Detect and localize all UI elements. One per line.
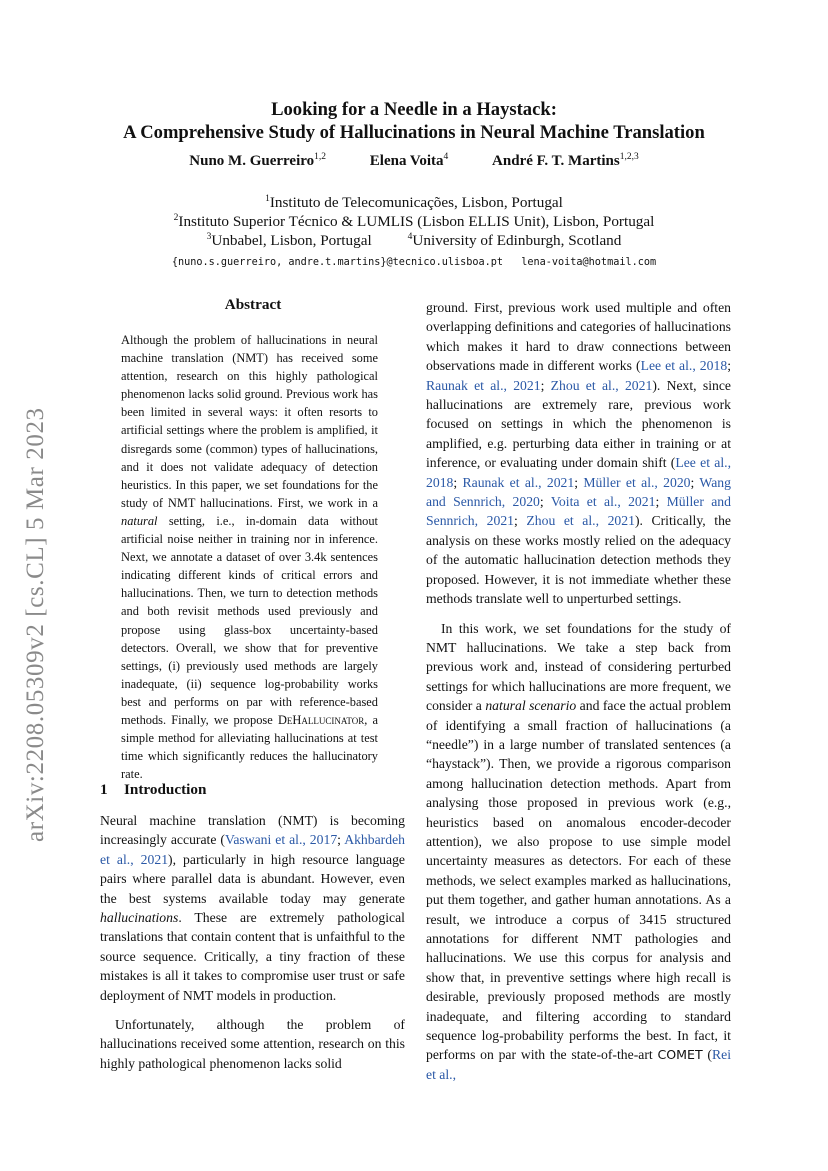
intro-paragraph-2: Unfortunately, although the problem of hallucinations received some attention, research on this highly pathological phenomenon lacks solid [100, 1017, 405, 1071]
author-3 [492, 153, 639, 170]
citation-link[interactable]: Lee et al., 2018 [640, 358, 728, 374]
body-text: ; [514, 513, 527, 529]
affiliation-mark: 2 [173, 213, 179, 223]
affiliation-text: Instituto Superior Técnico & LUMLIS (Lisbon ELLIS Unit), Lisbon, Portugal [178, 213, 655, 230]
section-title: Introduction [124, 781, 207, 798]
body-text: . These are extremely pathological translations that contain content that is unfaithful to the source sequence. Critically, a tiny fraction of these mistakes is all it takes to compromise user trust or safe deployment of NMT models in production. [100, 910, 405, 1003]
body-text: Neural machine translation (NMT) is becoming increasingly accurate ( [100, 813, 405, 848]
paper-title-line-1: Looking for a Needle in a Haystack: [271, 99, 557, 120]
author-affiliation-mark: 1,2 [314, 152, 327, 162]
affiliation-text: Unbabel, Lisbon, Portugal [211, 232, 372, 249]
section-heading-introduction [100, 781, 406, 799]
affiliation-text: University of Edinburgh, Scotland [412, 232, 622, 249]
body-text: ; [727, 358, 731, 374]
affiliation-text: Instituto de Telecomunicações, Lisbon, Portugal [269, 194, 563, 211]
email-secondary[interactable]: lena-voita@hotmail.com [521, 257, 657, 268]
author-2 [370, 153, 449, 170]
body-text: ( [702, 1047, 712, 1063]
abstract-heading: Abstract [224, 296, 282, 313]
author-affiliation-mark: 1,2,3 [619, 152, 639, 162]
right-column-text [426, 298, 731, 1084]
citation-link[interactable]: Akhbardeh et al., 2021 [100, 832, 405, 867]
abstract-text: setting, i.e., in-domain data without artificial noise neither in training nor in inference. Next, we annotate a dataset of over 3.4k sentences indicating different kinds of critical errors and hallucinations. Then, we turn to detection methods and both revisit methods used previously and propose using glass-box uncertainty-based detectors. Overall, we show that for preventive settings, (i) previously used methods are largely inadequate, (ii) sequence log-probability works best and performs on par with reference-based methods. Finally, we propose [121, 513, 378, 727]
body-text: ). Next, since hallucinations are extremely rare, previous work focused on settings in which the phenomenon is amplified, e.g. perturbing data either in training or at inference, or evaluating under domain shift ( [426, 377, 731, 471]
affiliation-3-4 [0, 232, 828, 250]
body-text: ; [574, 474, 584, 490]
citation-link[interactable]: Raunak et al., 2021 [462, 474, 575, 490]
citation-link[interactable]: Lee et al., 2018 [426, 455, 731, 490]
citation-link[interactable]: Rei et al., [426, 1047, 731, 1082]
email-primary[interactable]: {nuno.s.guerreiro, andre.t.martins}@tecnico.ulisboa.pt [171, 257, 504, 268]
abstract-text: , a simple method for alleviating hallucinations at test time which significantly reduces the hallucinatory rate. [121, 712, 378, 782]
body-text: and face the actual problem of identifying a small fraction of hallucinations (a “needle”) in a large number of translated sentences (a “haystack”). Then, we provide a rigorous comparison among hallucination detection methods. Apart from analysing those proposed in previous work (e.g., heuristics based on anomalous encoder-decoder attention), we also propose to use simple model uncertainty measures as detectors. For each of these methods, we select examples marked as hallucinations, put them together, and gather human annotations. As a result, we introduce a corpus of 3415 structured annotations for different NMT pathologies and hallucinations. We use this corpus for analysis and show that, in preventive settings where high recall is desirable, previously proposed methods are mostly inadequate, and filtering according to standard sequence log-probability performs the best. In fact, it performs on par with the state-of-the-art [426, 698, 731, 1063]
body-text: ; [690, 474, 700, 490]
arxiv-identifier: arXiv:2208.05309v2 [cs.CL] 5 Mar 2023 [22, 407, 49, 842]
affiliation-mark: 1 [265, 194, 270, 204]
citation-link[interactable]: Raunak et al., 2021 [426, 377, 541, 393]
right-paragraph-2 [426, 619, 731, 1085]
affiliation-2 [0, 213, 828, 231]
affiliation-mark: 3 [206, 232, 212, 242]
body-text: In this work, we set foundations for the study of NMT hallucinations. We take a step back from previous work and, instead of considering perturbed settings for which hallucinations are more frequent, we consider a [426, 620, 731, 714]
body-text: ; [540, 377, 551, 393]
citation-link[interactable]: Vaswani et al., 2017 [224, 832, 338, 848]
affiliation-1 [0, 194, 828, 212]
body-text: ). Critically, the analysis on these works mostly relied on the adequacy of the automatic hallucination detection methods they proposed. However, it is not immediate whether these methods translate well to unperturbed settings. [426, 513, 732, 607]
citation-link[interactable]: Müller et al., 2020 [583, 474, 691, 490]
method-name: DeHallucinator [277, 712, 365, 727]
author-name: Nuno M. Guerreiro [189, 153, 315, 169]
body-text: ground. First, previous work used multiple and often overlapping definitions and categories of hallucinations which makes it hard to draw connections between observations made in different works ( [426, 300, 731, 374]
body-text: ; [655, 494, 667, 510]
section-number: 1 [100, 781, 108, 798]
emphasis: natural scenario [485, 698, 577, 714]
abstract-text: Although the problem of hallucinations in neural machine translation (NMT) has received some attention, research on this highly pathological phenomenon lacks solid ground. Previous work has been limited in several ways: it often resorts to artificial settings where the problem is amplified, it disregards some (common) types of hallucinations, and it does not validate adequacy of detection heuristics. In this paper, we set foundations for the study of NMT hallucinations. First, we work in a [121, 333, 378, 510]
metric-name: COMET [657, 1047, 703, 1063]
citation-link[interactable]: Zhou et al., 2021 [526, 513, 635, 529]
author-1 [189, 153, 326, 170]
body-text: ; [337, 832, 345, 848]
emphasis: hallucinations [100, 910, 179, 926]
body-text: ; [453, 474, 463, 490]
citation-link[interactable]: Voita et al., 2021 [550, 494, 656, 510]
paper-title-line-2: A Comprehensive Study of Hallucinations in Neural Machine Translation [123, 122, 705, 143]
author-affiliation-mark: 4 [443, 152, 449, 162]
citation-link[interactable]: Wang and Sennrich, 2020 [426, 474, 731, 510]
citation-link[interactable]: Müller and Sennrich, 2021 [426, 494, 731, 529]
intro-paragraph-1 [100, 811, 405, 1005]
abstract-emphasis: natural [121, 513, 158, 528]
body-text: ; [539, 494, 551, 510]
body-text: ), particularly in high resource language pairs where parallel data is abundant. However, even the best systems available today may generate [100, 851, 405, 906]
author-emails [0, 257, 828, 268]
author-name: André F. T. Martins [492, 153, 620, 169]
citation-link[interactable]: Zhou et al., 2021 [550, 377, 653, 393]
abstract-body [121, 331, 378, 783]
affiliation-mark: 4 [407, 232, 413, 242]
author-name: Elena Voita [369, 153, 444, 169]
left-column-text [100, 811, 405, 1073]
right-paragraph-1 [426, 298, 731, 609]
author-list [0, 153, 828, 170]
